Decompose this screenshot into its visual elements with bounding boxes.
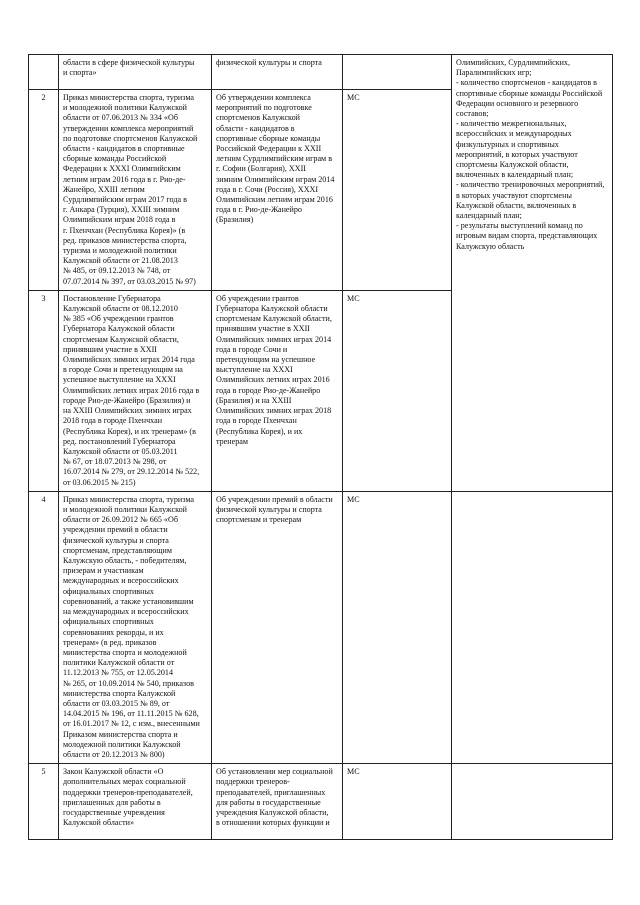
- act-cell: Приказ министерства спорта, туризма и молодежной политики Калужской области от 26.09.2012 № 665 «Об учреждении премий в области физической культуры и спорта спортсменам, представляющим Калужскую область, - победителям, призерам и участникам международных и всероссийских официальных спортивных соревнований, а также установившим на международных и всероссийских официальных спортивных соревнованиях рекорды, и их тренерам» (в ред. приказов министерства спорта и молодежной политики Калужской области от 11.12.2013 № 755, от 12.05.2014 № 265, от 10.09.2014 № 540, приказов министерства спорта Калужской области от 03.03.2015 № 89, от 14.04.2015 № 196, от 11.11.2015 № 628, от 16.01.2017 № 12, с изм., внесенными Приказом министерства спорта и молодежной политики Калужской области от 20.12.2013 № 800): [59, 491, 212, 763]
- num-cell: [29, 55, 59, 90]
- coordinator-cell: МС: [343, 764, 452, 840]
- coordinator-cell: МС: [343, 491, 452, 763]
- coordinator-cell: [343, 55, 452, 90]
- subject-cell: Об установлении мер социальной поддержки тренеров- преподавателей, приглашенных для работы в государственные учреждения Калужской области, в отношении которых функции и: [212, 764, 343, 840]
- table-row: [29, 764, 613, 840]
- act-cell: Постановление Губернатора Калужской области от 08.12.2010 № 385 «Об учреждении грантов Губернатора Калужской области спортсменам Калужской области, принявшим участие в XXII Олимпийских зимних играх 2014 года в городе Сочи и претендующим на успешное выступление на XXXI Олимпийских летних играх 2016 года в городе Рио-де-Жанейро (Бразилия) и на XXIII Олимпийских зимних играх 2018 года в городе Пхенчхан (Республика Корея), и их тренерам» (в ред. постановлений Губернатора Калужской области от 05.03.2011 № 67, от 18.07.2013 № 298, от 16.07.2014 № 279, от 29.12.2014 № 522, от 03.06.2015 № 215): [59, 290, 212, 491]
- coordinator-cell: МС: [343, 290, 452, 491]
- subject-cell: физической культуры и спорта: [212, 55, 343, 90]
- act-cell: Приказ министерства спорта, туризма и молодежной политики Калужской области от 07.06.2013 № 334 «Об утверждении комплекса мероприятий по подготовке спортсменов Калужской области - кандидатов в спортивные сборные команды Российской Федерации к XXXI Олимпийским летним играм 2016 года в г. Рио-де- Жанейро, XXIII летним Сурдлимпийским играм 2017 года в г. Анкара (Турция), XXIII зимним Олимпийским играм 2018 года в г. Пхенчхан (Республика Корея)» (в ред. приказов министерства спорта, туризма и молодежной политики Калужской области от 21.08.2013 № 485, от 09.12.2013 № 748, от 07.07.2014 № 397, от 03.03.2015 № 97): [59, 90, 212, 291]
- indicators-cell: [452, 491, 613, 763]
- row-number: 4: [29, 491, 59, 763]
- coordinator-cell: МС: [343, 90, 452, 291]
- subject-cell: Об учреждении грантов Губернатора Калужской области спортсменам Калужской области, принявшим участие в XXII Олимпийских зимних играх 2014 года в городе Сочи и претендующим на успешное выступление на XXXI Олимпийских летних играх 2016 года в городе Рио-де-Жанейро (Бразилия) и на XXIII Олимпийских зимних играх 2018 года в городе Пхенчхан (Республика Корея), и их тренерам: [212, 290, 343, 491]
- subject-cell: Об учреждении премий в области физической культуры и спорта спортсменам и тренерам: [212, 491, 343, 763]
- row-number: 5: [29, 764, 59, 840]
- table-row: [29, 491, 613, 763]
- act-cell: области в сфере физической культуры и спорта»: [59, 55, 212, 90]
- row-number: 2: [29, 90, 59, 291]
- row-number: 3: [29, 290, 59, 491]
- indicators-cell: Олимпийских, Сурдлимпийских, Паралимпийских игр; - количество спортсменов - кандидатов в спортивные сборные команды Российской Федерации основного и резервного составов; - количество межрегиональных, всероссийских и международных физкультурных и спортивных мероприятий, в которых участвуют спортсмены Калужской области, включенных в календарный план; - количество тренировочных мероприятий, в которых участвуют спортсмены Калужской области, включенных в календарный план; - результаты выступлений команд по игровым видам спорта, представляющих Калужскую область: [452, 55, 613, 492]
- act-cell: Закон Калужской области «О дополнительных мерах социальной поддержки тренеров-преподавателей, приглашенных для работы в государственные учреждения Калужской области»: [59, 764, 212, 840]
- indicators-cell: [452, 764, 613, 840]
- subject-cell: Об утверждении комплекса мероприятий по подготовке спортсменов Калужской области - кандидатов в спортивные сборные команды Российской Федерации к XXII летним Сурдлимпийским играм в г. Софии (Болгария), XXII зимним Олимпийским играм 2014 года в г. Сочи (Россия), XXXI Олимпийским летним играм 2016 года в г. Рио-де-Жанейро (Бразилия): [212, 90, 343, 291]
- table-row: [29, 55, 613, 90]
- document-table: [28, 54, 613, 840]
